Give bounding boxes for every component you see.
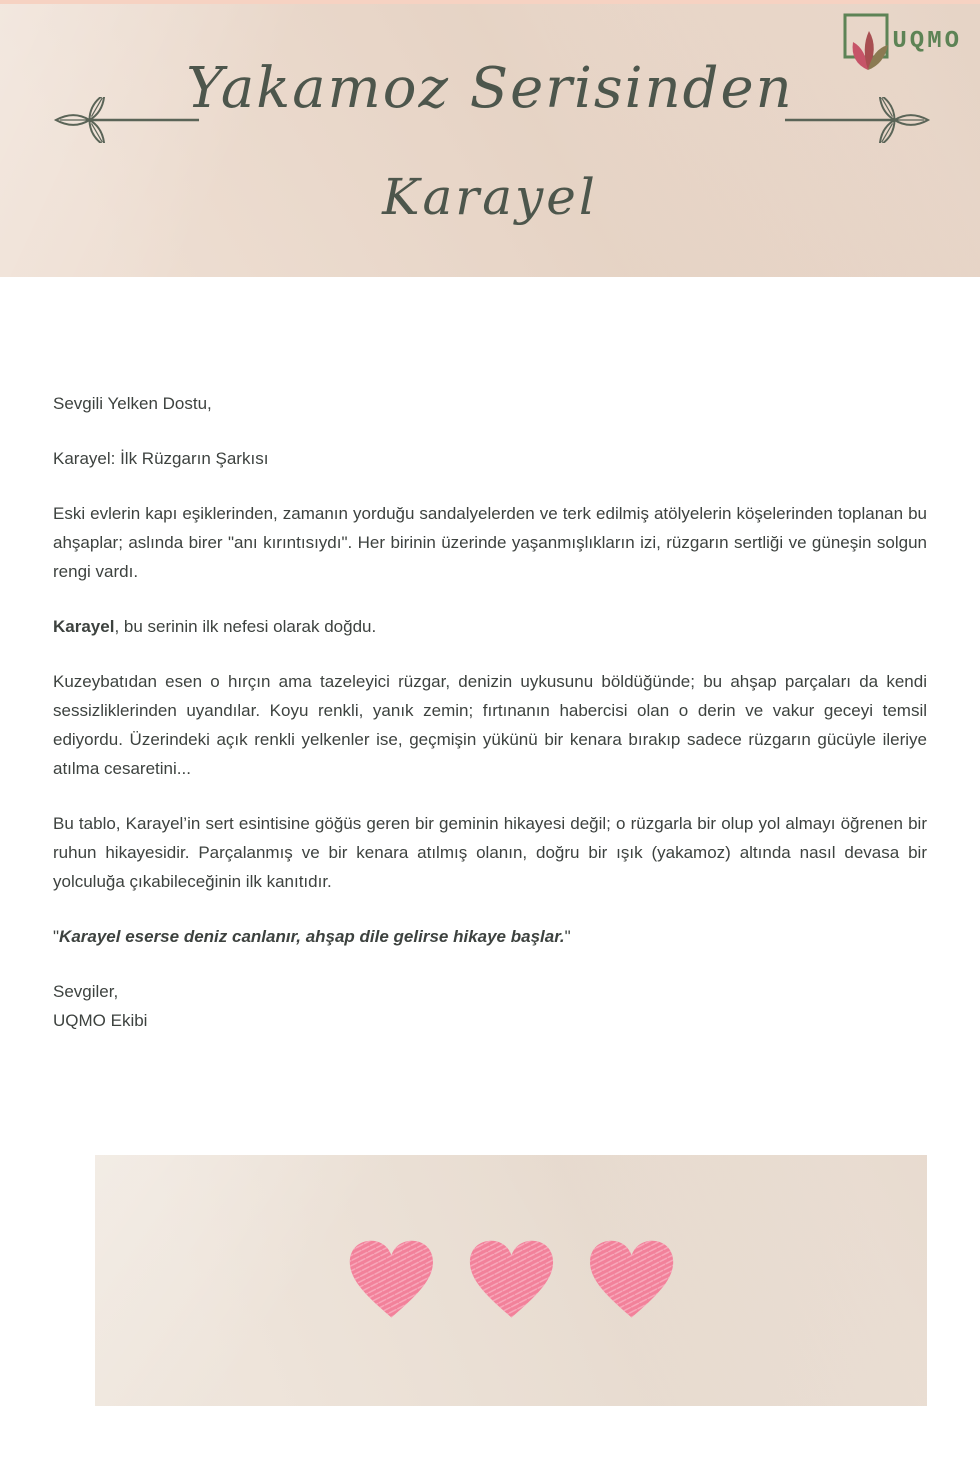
signature: UQMO Ekibi	[53, 1011, 148, 1030]
closing-word: Sevgiler,	[53, 982, 119, 1001]
header-top-strip	[0, 0, 980, 4]
paragraph-2	[53, 612, 927, 641]
uqmo-logo	[842, 12, 962, 74]
quote-line	[53, 922, 927, 951]
paragraph-3: Kuzeybatıdan esen o hırçın ama tazeleyici rüzgar, denizin uykusunu böldüğünde; bu ahşap parçaları da kendi sessizliklerinden uyandılar. Koyu renkli, yanık zemin; fırtınanın habercisi olan o derin ve vakur geceyi temsil ediyordu. Üzerindeki açık renkli yelkenler ise, geçmişin yükünü bir kenara bırakıp sadece rüzgarın gücüyle ileriye atılma cesaretini...	[53, 672, 927, 778]
quote-open-mark: "	[53, 927, 60, 946]
logo-text: UQMO	[892, 28, 962, 55]
paragraph-4: Bu tablo, Karayel’in sert esintisine göğüs geren bir geminin hikayesi değil; o rüzgarla bir olup yol almayı öğrenen bir ruhun hikayesidir. Parçalanmış ve bir kenara atılmış olanın, doğru bir ışık (yakamoz) altında nasıl devasa bir yolculuğa çıkabileceğinin ilk kanıtıdır.	[53, 814, 927, 891]
letter-body	[0, 277, 980, 1061]
heart-icon	[349, 1241, 432, 1318]
tulip-flower-square-icon	[842, 12, 898, 74]
letter-footer	[95, 1155, 927, 1406]
letter-header	[0, 0, 980, 277]
paragraph-1: Eski evlerin kapı eşiklerinden, zamanın yorduğu sandalyelerden ve terk edilmiş atölyelerin köşelerinden toplanan bu ahşaplar; aslında birer "anı kırıntısıydı". Her birinin üzerinde yaşanmışlıkların izi, rüzgarın sertliği ve güneşin solgun rengi vardı.	[53, 504, 927, 581]
closing-block	[53, 977, 927, 1035]
quote-text: Karayel eserse deniz canlanır, ahşap dile gelirse hikaye başlar.	[59, 927, 565, 946]
artwork-title: Karayel	[382, 168, 598, 226]
heart-icon	[469, 1241, 552, 1318]
paragraph-2-bold-word: Karayel	[53, 617, 115, 636]
series-title: Yakamoz Serisinden	[186, 56, 794, 121]
paragraph-2-rest: , bu serinin ilk nefesi olarak doğdu.	[114, 617, 377, 636]
quote-close-mark: "	[564, 927, 571, 946]
heart-icon	[590, 1241, 673, 1318]
greeting: Sevgili Yelken Dostu,	[53, 394, 212, 413]
hearts-row	[345, 1238, 678, 1323]
subject-line: Karayel: İlk Rüzgarın Şarkısı	[53, 449, 269, 468]
